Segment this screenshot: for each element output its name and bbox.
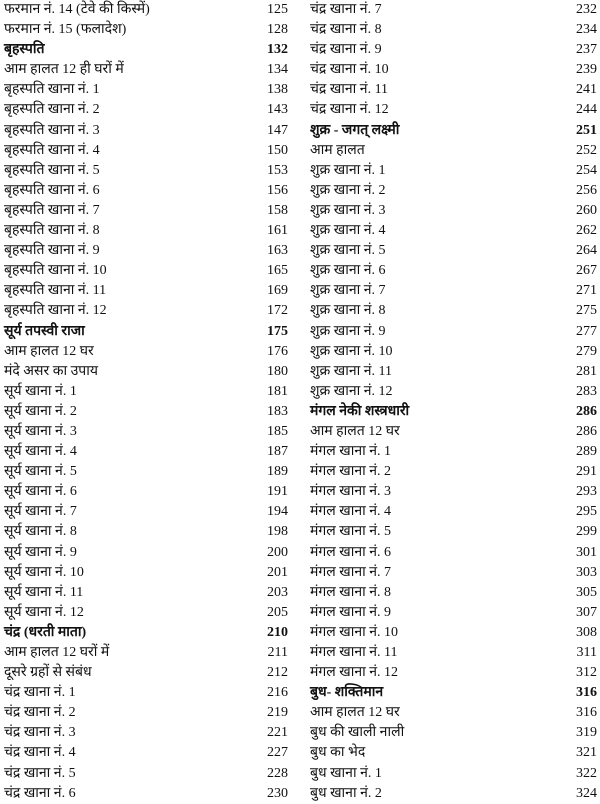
toc-entry-title: सूर्य खाना नं. 4: [4, 444, 77, 460]
toc-entry-title: बृहस्पति खाना नं. 7: [4, 202, 100, 218]
toc-page-number: 221: [267, 725, 288, 741]
toc-entry-title: शुक्र खाना नं. 4: [310, 223, 386, 239]
toc-entry: [310, 141, 597, 161]
toc-page-number: 176: [267, 343, 288, 359]
toc-entry: [4, 462, 288, 482]
toc-entry: [310, 743, 597, 763]
toc-entry-title: आम हालत: [310, 142, 365, 158]
toc-entry: [310, 241, 597, 261]
toc-page-number: 175: [267, 323, 288, 339]
toc-entry: [310, 784, 597, 804]
toc-page-number: 279: [576, 343, 597, 359]
toc-page-number: 256: [576, 182, 597, 198]
toc-page-number: 239: [576, 62, 597, 78]
toc-entry: [310, 60, 597, 80]
toc-page-number: 267: [576, 263, 597, 279]
toc-entry-title: शुक्र खाना नं. 5: [310, 243, 386, 259]
toc-entry: [310, 362, 597, 382]
toc-page-number: 322: [576, 765, 597, 781]
toc-entry-title: फरमान नं. 14 (टेवे की किस्में): [4, 2, 150, 17]
toc-entry-title: बृहस्पति खाना नं. 6: [4, 182, 100, 198]
toc-entry: [310, 422, 597, 442]
toc-entry-title: आम हालत 12 घर: [310, 423, 400, 439]
toc-page-number: 172: [267, 303, 288, 319]
toc-entry-title: शुक्र खाना नं. 6: [310, 263, 386, 279]
toc-entry: [310, 221, 597, 241]
toc-page-number: 241: [576, 82, 597, 98]
toc-page-number: 134: [267, 62, 288, 78]
toc-entry-title: मंगल खाना नं. 2: [310, 464, 391, 480]
toc-entry: [4, 342, 288, 362]
toc-page-number: 289: [576, 444, 597, 460]
toc-left-column: [4, 0, 288, 804]
toc-entry-title: मंगल खाना नं. 4: [310, 504, 391, 520]
toc-page-number: 158: [267, 202, 288, 218]
toc-entry-title: सूर्य खाना नं. 6: [4, 484, 77, 500]
toc-page-number: 156: [267, 182, 288, 198]
toc-section-heading: [310, 402, 597, 422]
toc-page-number: 203: [267, 584, 288, 600]
toc-entry: [4, 482, 288, 502]
toc-entry: [310, 20, 597, 40]
toc-page-number: 210: [267, 624, 288, 640]
toc-entry-title: मंगल खाना नं. 9: [310, 604, 391, 620]
toc-entry: [310, 382, 597, 402]
toc-entry: [4, 643, 288, 663]
toc-entry-title: चंद्र खाना नं. 5: [4, 765, 76, 781]
toc-page-number: 181: [267, 383, 288, 399]
toc-entry: [4, 743, 288, 763]
toc-entry: [310, 643, 597, 663]
toc-entry: [310, 322, 597, 342]
toc-page-number: 316: [576, 705, 597, 721]
toc-entry-title: बुध का भेद: [310, 745, 366, 761]
toc-entry-title: सूर्य खाना नं. 7: [4, 504, 77, 520]
toc-entry: [310, 281, 597, 301]
toc-page-number: 293: [576, 484, 597, 500]
toc-entry-title: बृहस्पति खाना नं. 5: [4, 162, 100, 178]
toc-entry: [310, 80, 597, 100]
toc-right-column: [310, 0, 597, 804]
toc-entry-title: सूर्य खाना नं. 10: [4, 564, 84, 580]
toc-entry-title: मंगल खाना नं. 1: [310, 444, 391, 460]
toc-entry-title: सूर्य खाना नं. 1: [4, 383, 77, 399]
toc-page-number: 163: [267, 243, 288, 259]
toc-page-number: 277: [576, 323, 597, 339]
toc-entry: [310, 462, 597, 482]
toc-entry-title: मंगल नेकी शस्त्रधारी: [310, 403, 410, 419]
toc-page-number: 244: [576, 102, 597, 118]
toc-entry: [4, 563, 288, 583]
toc-entry: [4, 583, 288, 603]
toc-entry: [310, 161, 597, 181]
toc-entry-title: शुक्र खाना नं. 1: [310, 162, 386, 178]
toc-entry: [4, 362, 288, 382]
toc-page-number: 275: [576, 303, 597, 319]
toc-page-number: 286: [576, 403, 597, 419]
toc-entry: [4, 0, 288, 20]
toc-entry: [4, 261, 288, 281]
toc-entry: [310, 723, 597, 743]
toc-page-number: 150: [267, 142, 288, 158]
toc-page-number: 301: [576, 544, 597, 560]
toc-entry-title: सूर्य खाना नं. 8: [4, 524, 77, 540]
toc-section-heading: [4, 322, 288, 342]
toc-page-number: 324: [576, 785, 597, 801]
toc-entry: [310, 522, 597, 542]
toc-page-number: 132: [267, 42, 288, 58]
toc-entry: [4, 241, 288, 261]
toc-entry-title: शुक्र खाना नं. 12: [310, 383, 393, 399]
toc-entry: [310, 342, 597, 362]
toc-page-number: 147: [267, 122, 288, 138]
toc-entry: [4, 683, 288, 703]
toc-entry-title: चंद्र खाना नं. 9: [310, 42, 382, 58]
toc-page-number: 303: [576, 564, 597, 580]
toc-entry: [4, 161, 288, 181]
toc-entry-title: आम हालत 12 घरों में: [4, 645, 110, 660]
toc-entry: [4, 784, 288, 804]
toc-entry: [310, 502, 597, 522]
toc-entry-title: शुक्र खाना नं. 2: [310, 182, 386, 198]
toc-page-number: 189: [267, 464, 288, 480]
toc-page-number: 161: [267, 223, 288, 239]
toc-entry-title: फरमान नं. 15 (फलादेश): [4, 22, 127, 38]
toc-entry-title: दूसरे ग्रहों से संबंध: [4, 665, 92, 681]
toc-entry: [4, 382, 288, 402]
toc-entry-title: बृहस्पति: [4, 42, 45, 58]
toc-page-number: 319: [576, 725, 597, 741]
toc-entry-title: सूर्य तपस्वी राजा: [4, 323, 85, 339]
toc-entry: [4, 141, 288, 161]
toc-entry-title: शुक्र खाना नं. 9: [310, 323, 386, 339]
toc-entry: [310, 764, 597, 784]
toc-entry: [4, 181, 288, 201]
toc-page-number: 200: [267, 544, 288, 560]
toc-entry-title: मंगल खाना नं. 8: [310, 584, 391, 600]
toc-entry: [4, 80, 288, 100]
toc-entry-title: चंद्र खाना नं. 1: [4, 685, 76, 701]
toc-entry-title: शुक्र खाना नं. 10: [310, 343, 393, 359]
toc-entry: [310, 583, 597, 603]
toc-page-number: 125: [267, 2, 288, 17]
toc-entry-title: बृहस्पति खाना नं. 12: [4, 303, 107, 319]
toc-page-number: 205: [267, 604, 288, 620]
toc-page-number: 143: [267, 102, 288, 118]
toc-page-number: 191: [267, 484, 288, 500]
toc-entry: [310, 181, 597, 201]
toc-entry: [310, 201, 597, 221]
toc-section-heading: [4, 40, 288, 60]
toc-entry-title: सूर्य खाना नं. 3: [4, 423, 77, 439]
toc-entry-title: चंद्र खाना नं. 2: [4, 705, 76, 721]
toc-entry: [310, 663, 597, 683]
toc-page-number: 234: [576, 22, 597, 38]
toc-page-number: 216: [267, 685, 288, 701]
toc-entry: [310, 603, 597, 623]
toc-entry-title: चंद्र खाना नं. 4: [4, 745, 76, 761]
toc-page-number: 299: [576, 524, 597, 540]
toc-entry-title: बृहस्पति खाना नं. 2: [4, 102, 100, 118]
toc-entry-title: मंगल खाना नं. 11: [310, 645, 398, 660]
toc-entry: [310, 703, 597, 723]
toc-entry-title: सूर्य खाना नं. 5: [4, 464, 77, 480]
toc-entry-title: मंगल खाना नं. 12: [310, 665, 398, 681]
toc-entry-title: सूर्य खाना नं. 2: [4, 403, 77, 419]
toc-entry: [4, 603, 288, 623]
toc-page-number: 194: [267, 504, 288, 520]
toc-entry: [310, 0, 597, 20]
toc-page-number: 212: [267, 665, 288, 681]
toc-entry: [4, 402, 288, 422]
toc-entry: [4, 281, 288, 301]
toc-entry: [4, 522, 288, 542]
toc-entry: [4, 764, 288, 784]
toc-page-number: 281: [576, 363, 597, 379]
toc-entry-title: चंद्र खाना नं. 6: [4, 785, 76, 801]
toc-page-number: 260: [576, 202, 597, 218]
toc-entry-title: बुध- शक्तिमान: [310, 685, 384, 701]
toc-entry-title: सूर्य खाना नं. 11: [4, 584, 84, 600]
toc-entry: [4, 221, 288, 241]
toc-page-number: 228: [267, 765, 288, 781]
toc-entry-title: बृहस्पति खाना नं. 10: [4, 263, 107, 279]
toc-page-number: 291: [576, 464, 597, 480]
toc-entry: [4, 100, 288, 120]
toc-entry-title: मंदे असर का उपाय: [4, 363, 98, 379]
toc-entry: [4, 422, 288, 442]
toc-page-number: 307: [576, 604, 597, 620]
toc-page-number: 254: [576, 162, 597, 178]
toc-entry-title: चंद्र खाना नं. 12: [310, 102, 389, 118]
toc-entry: [310, 482, 597, 502]
toc-page-number: 198: [267, 524, 288, 540]
toc-page-number: 321: [576, 745, 597, 761]
toc-entry-title: बुध खाना नं. 1: [310, 765, 382, 781]
toc-page-number: 312: [576, 665, 597, 681]
toc-entry-title: चंद्र (धरती माता): [4, 624, 87, 640]
toc-entry: [4, 201, 288, 221]
toc-page-number: 305: [576, 584, 597, 600]
toc-entry-title: चंद्र खाना नं. 7: [310, 2, 382, 17]
toc-section-heading: [4, 623, 288, 643]
toc-entry-title: आम हालत 12 घर: [310, 705, 400, 721]
toc-page-number: 271: [576, 283, 597, 299]
toc-entry-title: चंद्र खाना नं. 8: [310, 22, 382, 38]
toc-entry-title: बुध खाना नं. 2: [310, 785, 382, 801]
toc-page-number: 252: [576, 142, 597, 158]
toc-entry-title: बृहस्पति खाना नं. 4: [4, 142, 100, 158]
toc-page-number: 237: [576, 42, 597, 58]
toc-entry-title: बृहस्पति खाना नं. 9: [4, 243, 100, 259]
toc-page-number: 128: [267, 22, 288, 38]
toc-entry-title: चंद्र खाना नं. 3: [4, 725, 76, 741]
toc-entry: [4, 723, 288, 743]
toc-entry-title: बृहस्पति खाना नं. 11: [4, 283, 107, 299]
toc-page-number: 283: [576, 383, 597, 399]
toc-entry: [310, 623, 597, 643]
toc-entry-title: बृहस्पति खाना नं. 3: [4, 122, 100, 138]
toc-entry: [4, 703, 288, 723]
toc-entry: [4, 663, 288, 683]
toc-section-heading: [310, 683, 597, 703]
toc-entry-title: मंगल खाना नं. 10: [310, 624, 398, 640]
toc-entry: [310, 40, 597, 60]
toc-entry: [4, 60, 288, 80]
toc-entry: [310, 543, 597, 563]
toc-page-number: 316: [576, 685, 597, 701]
toc-page-number: 295: [576, 504, 597, 520]
toc-entry: [310, 301, 597, 321]
toc-page-number: 165: [267, 263, 288, 279]
toc-entry-title: सूर्य खाना नं. 12: [4, 604, 84, 620]
toc-page-number: 187: [267, 444, 288, 460]
toc-page-number: 251: [576, 122, 597, 138]
toc-entry-title: बुध की खाली नाली: [310, 725, 405, 741]
toc-entry-title: शुक्र खाना नं. 7: [310, 283, 386, 299]
toc-entry: [4, 502, 288, 522]
toc-page-number: 185: [267, 423, 288, 439]
toc-page-number: 180: [267, 363, 288, 379]
toc-page-number: 219: [267, 705, 288, 721]
toc-page-number: 201: [267, 564, 288, 580]
toc-entry-title: मंगल खाना नं. 6: [310, 544, 391, 560]
toc-entry: [4, 20, 288, 40]
toc-page-number: 308: [576, 624, 597, 640]
toc-page-number: 230: [267, 785, 288, 801]
toc-entry-title: शुक्र खाना नं. 11: [310, 363, 392, 379]
toc-page-number: 227: [267, 745, 288, 761]
toc-page-number: 262: [576, 223, 597, 239]
toc-entry: [310, 261, 597, 281]
toc-entry-title: आम हालत 12 घर: [4, 343, 94, 359]
toc-entry-title: मंगल खाना नं. 5: [310, 524, 391, 540]
toc-entry-title: शुक्र - जगत् लक्ष्मी: [310, 122, 400, 138]
toc-entry-title: बृहस्पति खाना नं. 8: [4, 223, 100, 239]
toc-entry-title: मंगल खाना नं. 7: [310, 564, 391, 580]
toc-entry: [4, 121, 288, 141]
toc-entry: [310, 563, 597, 583]
toc-page-number: 169: [267, 283, 288, 299]
toc-entry-title: चंद्र खाना नं. 11: [310, 82, 389, 98]
toc-entry-title: आम हालत 12 ही घरों में: [4, 62, 124, 78]
toc-page-number: 286: [576, 423, 597, 439]
toc-page-number: 183: [267, 403, 288, 419]
toc-page-number: 211: [267, 645, 288, 660]
toc-entry-title: चंद्र खाना नं. 10: [310, 62, 389, 78]
toc-page-number: 232: [576, 2, 597, 17]
toc-entry: [4, 442, 288, 462]
toc-entry-title: सूर्य खाना नं. 9: [4, 544, 77, 560]
toc-entry-title: बृहस्पति खाना नं. 1: [4, 82, 100, 98]
toc-entry: [4, 543, 288, 563]
toc-entry-title: मंगल खाना नं. 3: [310, 484, 391, 500]
toc-entry: [310, 442, 597, 462]
toc-entry: [4, 301, 288, 321]
toc-page-number: 138: [267, 82, 288, 98]
toc-page-number: 153: [267, 162, 288, 178]
toc-section-heading: [310, 121, 597, 141]
toc-entry-title: शुक्र खाना नं. 3: [310, 202, 386, 218]
toc-page-number: 264: [576, 243, 597, 259]
toc-entry: [310, 100, 597, 120]
toc-entry-title: शुक्र खाना नं. 8: [310, 303, 386, 319]
toc-page-number: 311: [576, 645, 597, 660]
